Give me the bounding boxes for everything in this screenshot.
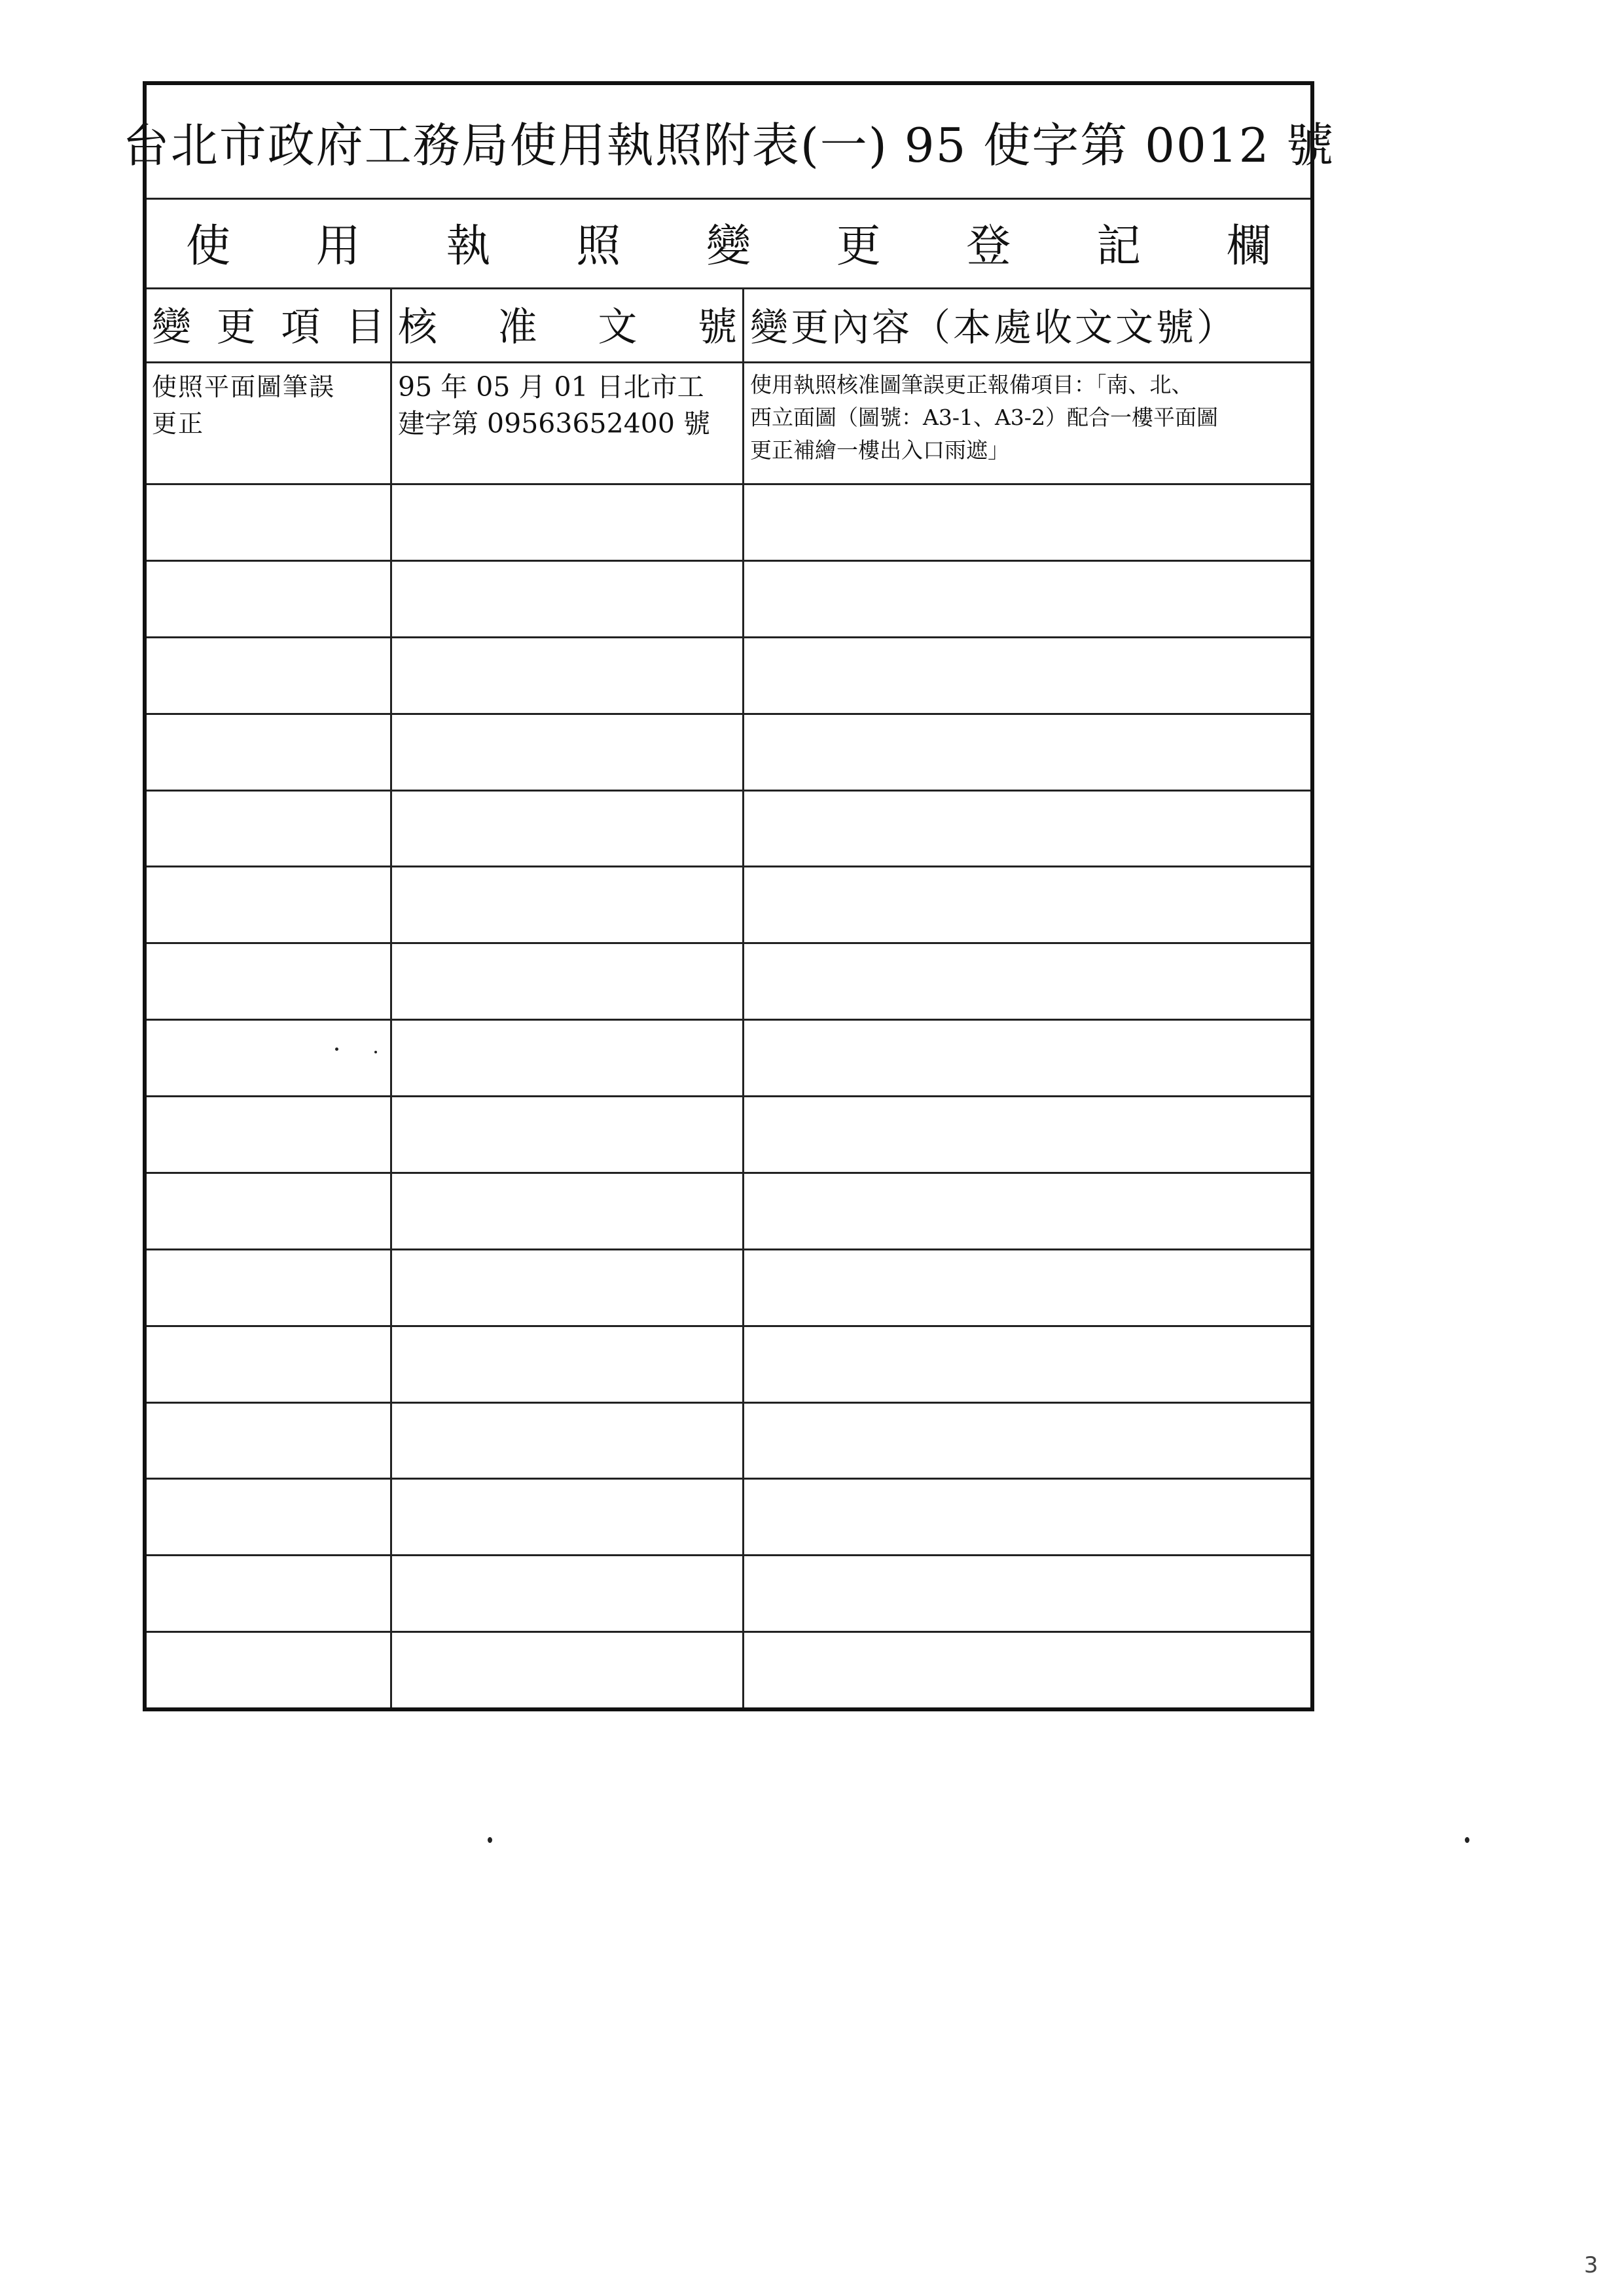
header-divider <box>147 361 1310 363</box>
scan-speck <box>335 1048 338 1051</box>
row-divider <box>147 1325 1310 1327</box>
row-divider <box>147 866 1310 867</box>
header-char: 更 <box>216 304 256 350</box>
row-divider <box>147 1019 1310 1021</box>
cell-approval-number <box>393 365 742 446</box>
row-divider <box>147 1172 1310 1174</box>
row-divider <box>147 636 1310 638</box>
column-divider <box>390 287 392 1707</box>
header-char: 變 <box>152 304 191 350</box>
header-char: 核 <box>398 304 437 350</box>
cell-change-item <box>147 365 390 446</box>
row-divider <box>147 483 1310 485</box>
subtitle-char: 欄 <box>1226 221 1271 272</box>
row-divider <box>147 1631 1310 1633</box>
subtitle-char: 登 <box>966 221 1011 272</box>
header-approval-number <box>393 287 742 361</box>
row-divider <box>147 560 1310 562</box>
cell-line: 西立面圖（圖號：A3-1、A3-2）配合一樓平面圖 <box>750 405 1218 430</box>
cell-change-content <box>745 365 1314 471</box>
header-text: 變更內容（本處收文文號） <box>750 305 1238 350</box>
form-title: 台北市政府工務局使用執照附表(一) 95 使字第 0012 號 <box>122 118 1335 173</box>
subtitle-char: 記 <box>1096 221 1142 272</box>
scan-speck <box>374 1051 377 1053</box>
header-change-item <box>147 287 390 361</box>
cell-line: 更正 <box>152 409 205 438</box>
cell-line: 建字第 09563652400 號 <box>398 408 711 439</box>
cell-line: 95 年 05 月 01 日北市工 <box>398 371 704 403</box>
column-divider <box>742 287 744 1707</box>
header-char: 項 <box>281 304 321 350</box>
subtitle-char: 照 <box>576 221 621 272</box>
row-divider <box>147 713 1310 715</box>
subtitle-char: 更 <box>836 221 881 272</box>
row-divider <box>147 1554 1310 1556</box>
cell-line: 使用執照核准圖筆誤更正報備項目：「南、北、 <box>750 372 1193 397</box>
header-char: 號 <box>697 304 737 350</box>
scan-speck <box>1465 1837 1469 1843</box>
row-divider <box>147 790 1310 792</box>
row-divider <box>147 1248 1310 1250</box>
subtitle-char: 執 <box>446 221 491 272</box>
header-char: 准 <box>497 304 537 350</box>
cell-line: 使照平面圖筆誤 <box>152 373 336 401</box>
cell-line: 更正補繪一樓出入口雨遮」 <box>750 437 1009 463</box>
header-char: 文 <box>598 304 638 350</box>
subtitle-char: 使 <box>186 221 231 272</box>
header-change-content <box>745 287 1314 361</box>
row-divider <box>147 1095 1310 1097</box>
usage-permit-change-register-form <box>122 81 1335 1711</box>
scan-speck <box>488 1837 492 1843</box>
form-subtitle <box>186 198 1271 287</box>
row-divider <box>147 942 1310 944</box>
subtitle-char: 變 <box>706 221 751 272</box>
header-char: 目 <box>345 304 385 350</box>
page-mark: 3 <box>1584 2252 1598 2278</box>
row-divider <box>147 1402 1310 1404</box>
subtitle-char: 用 <box>315 221 361 272</box>
row-divider <box>147 1478 1310 1480</box>
